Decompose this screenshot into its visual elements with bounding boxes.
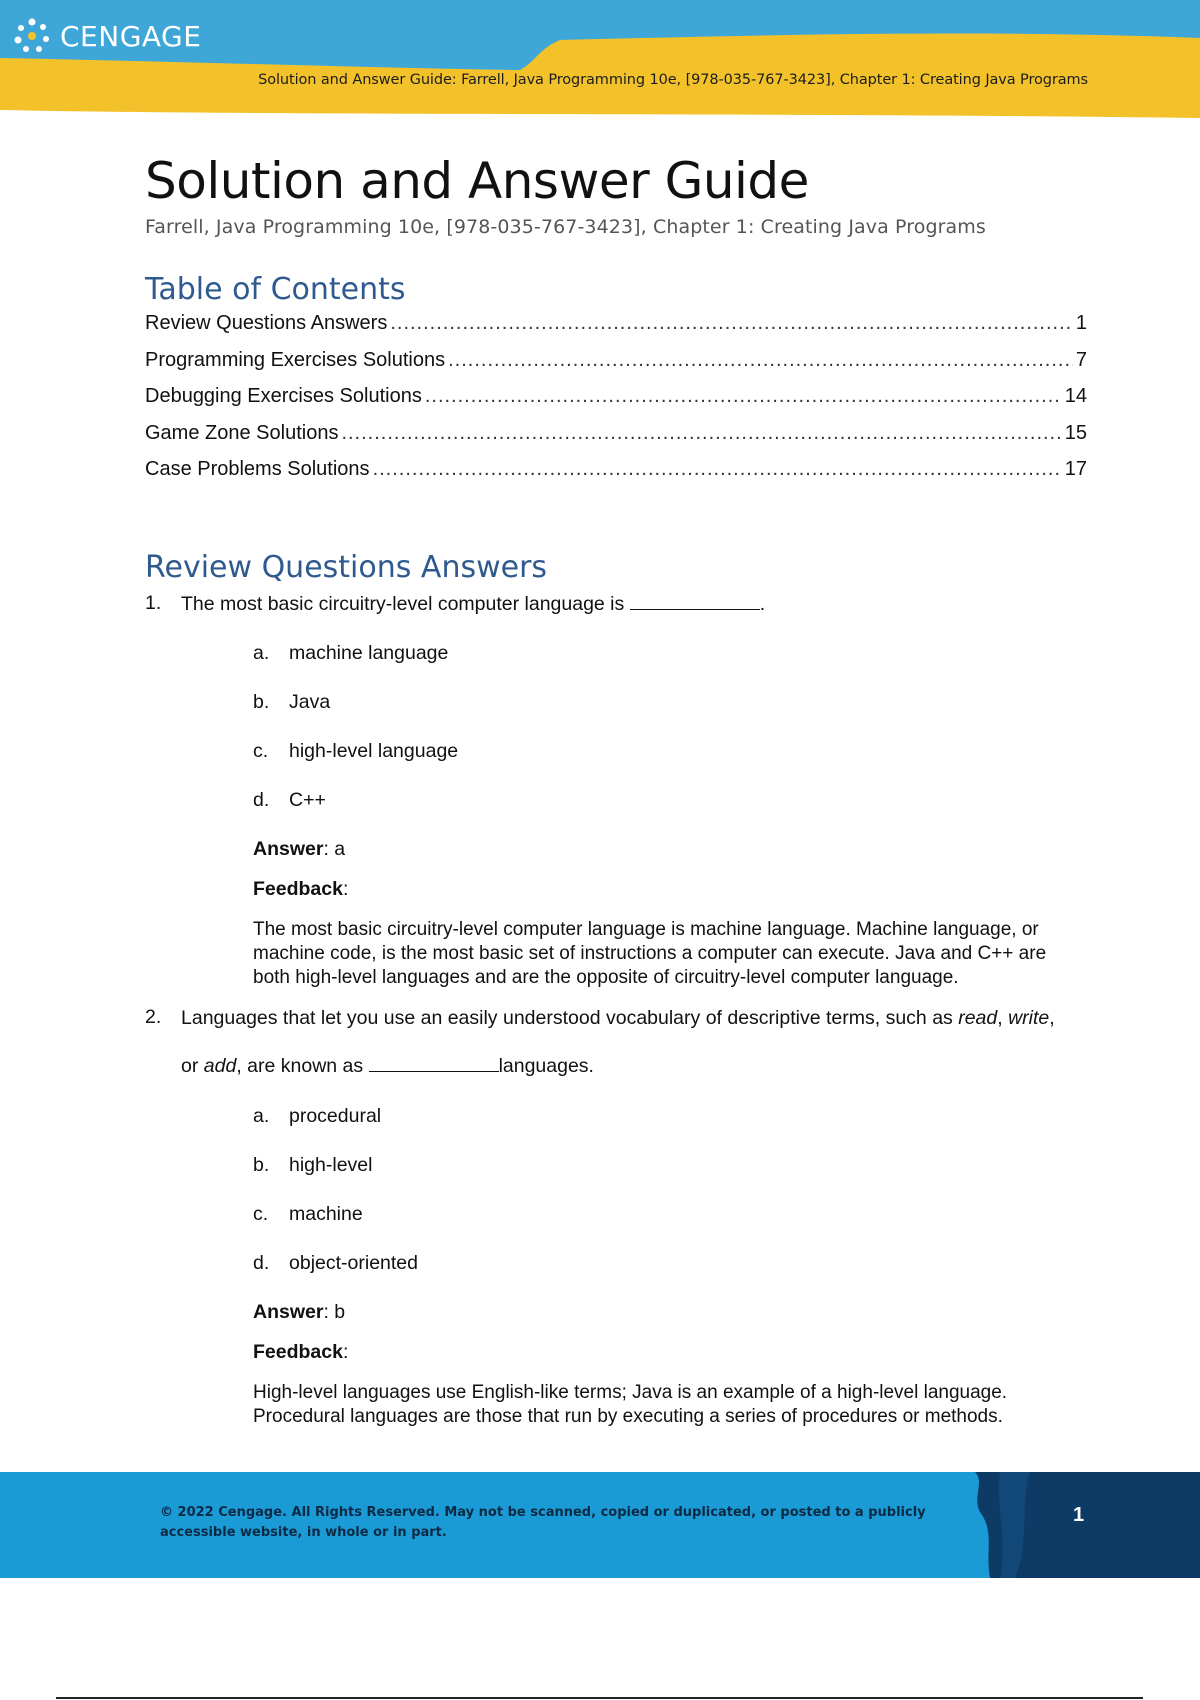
option-text: machine language <box>289 642 449 664</box>
option-letter: d. <box>253 1252 270 1274</box>
feedback-text: The most basic circuitry-level computer language is machine language. Machine language, or machine code, is the most basic set of instructions a computer can execute. Java and C++ are both high-level languages and are the opposite of circuitry-level computer language. <box>253 919 1047 988</box>
answer-blank <box>630 593 760 610</box>
review-questions-heading: Review Questions Answers <box>145 550 548 585</box>
feedback-label-text: Feedback <box>253 878 343 900</box>
answer-label: Answer <box>253 838 324 860</box>
question-text-part: , <box>1049 1007 1055 1029</box>
toc-entry[interactable] <box>145 385 1087 422</box>
question-text-italic: read <box>958 1007 998 1029</box>
cengage-logo-icon <box>12 16 52 56</box>
question-text <box>181 580 1086 628</box>
brand-name: CENGAGE <box>60 19 202 53</box>
toc-leader <box>373 458 1062 481</box>
feedback-colon: : <box>342 878 349 900</box>
option <box>253 1203 363 1226</box>
toc-leader <box>448 349 1073 372</box>
page-number: 1 <box>1073 1504 1085 1526</box>
option-text: C++ <box>289 789 326 811</box>
toc-entry-page: 1 <box>1075 312 1087 334</box>
option-text: high-level <box>289 1154 373 1176</box>
toc-entry-label: Game Zone Solutions <box>145 421 339 444</box>
option <box>253 691 330 714</box>
feedback-colon: : <box>342 1341 349 1363</box>
toc-entry[interactable] <box>145 349 1087 386</box>
document-body <box>145 150 1090 1427</box>
copyright-notice: © 2022 Cengage. All Rights Reserved. May not be scanned, copied or duplicated, or posted to a publicly accessible website, in whole or in part. <box>160 1505 926 1540</box>
question-text-italic: add <box>203 1055 237 1077</box>
question-text-part: or <box>181 1055 199 1077</box>
toc-entry-label: Case Problems Solutions <box>145 458 370 480</box>
toc-entry[interactable] <box>145 422 1087 459</box>
option-letter: b. <box>253 691 270 713</box>
toc-entry[interactable] <box>145 458 1087 495</box>
page-title: Solution and Answer Guide <box>145 152 809 210</box>
option <box>253 789 326 812</box>
option-letter: b. <box>253 1154 270 1176</box>
answer-line <box>253 838 345 861</box>
option <box>253 1252 418 1275</box>
option-text: machine <box>289 1203 363 1225</box>
option-letter: c. <box>253 740 269 762</box>
toc-entry-page: 15 <box>1064 421 1087 444</box>
feedback-label <box>253 878 348 901</box>
question-number: 1. <box>145 592 162 614</box>
feedback-label-text: Feedback <box>253 1341 343 1363</box>
question-text-italic: write <box>1008 1007 1050 1029</box>
option <box>253 642 448 665</box>
page-subtitle: Farrell, Java Programming 10e, [978-035-767-3423], Chapter 1: Creating Java Programs <box>145 216 986 238</box>
feedback-text: High-level languages use English-like terms; Java is an example of a high-level language. Procedural languages are those that run by executing a series of procedures or methods. <box>253 1382 1008 1427</box>
bottom-divider <box>56 1697 1143 1699</box>
option-letter: d. <box>253 789 270 811</box>
table-of-contents <box>145 312 1087 495</box>
option-letter: c. <box>253 1203 269 1225</box>
running-head: Solution and Answer Guide: Farrell, Java Programming 10e, [978-035-767-3423], Chapter 1: Creating Java Programs <box>258 72 1088 88</box>
question-text <box>181 994 1086 1090</box>
question-text-part: , <box>997 1007 1003 1029</box>
option <box>253 740 458 763</box>
toc-entry-label: Programming Exercises Solutions <box>145 348 446 371</box>
answer-line <box>253 1301 345 1324</box>
option-text: high-level language <box>289 740 459 762</box>
toc-leader <box>341 422 1061 445</box>
option-text: object-oriented <box>289 1252 418 1274</box>
option-letter: a. <box>253 642 270 664</box>
question-text-part: The most basic circuitry-level computer language is <box>181 593 625 615</box>
page-header <box>0 0 1200 122</box>
option-letter: a. <box>253 1105 270 1127</box>
page-footer <box>0 1472 1200 1578</box>
answer-value: : a <box>323 838 346 860</box>
question-text-part: languages. <box>498 1055 594 1077</box>
cengage-logo <box>12 16 201 56</box>
feedback-label <box>253 1341 348 1364</box>
question-number: 2. <box>145 1006 162 1028</box>
option <box>253 1154 372 1177</box>
answer-value: : b <box>323 1301 346 1323</box>
toc-leader <box>390 312 1073 335</box>
toc-entry[interactable] <box>145 312 1087 349</box>
option-text: Java <box>289 691 331 713</box>
toc-entry-page: 17 <box>1064 458 1087 480</box>
option-text: procedural <box>289 1105 382 1127</box>
toc-heading: Table of Contents <box>145 272 406 307</box>
toc-entry-label: Review Questions Answers <box>145 312 388 334</box>
question-text-part: . <box>759 593 766 615</box>
toc-entry-page: 7 <box>1075 348 1087 371</box>
question-text-part: , are known as <box>236 1055 364 1077</box>
question-text-part: Languages that let you use an easily understood vocabulary of descriptive terms, such as <box>181 1007 953 1029</box>
toc-leader <box>425 385 1062 408</box>
toc-entry-label: Debugging Exercises Solutions <box>145 385 422 407</box>
toc-entry-page: 14 <box>1064 385 1087 407</box>
answer-label: Answer <box>253 1301 324 1323</box>
answer-blank <box>369 1055 499 1072</box>
option <box>253 1105 381 1128</box>
